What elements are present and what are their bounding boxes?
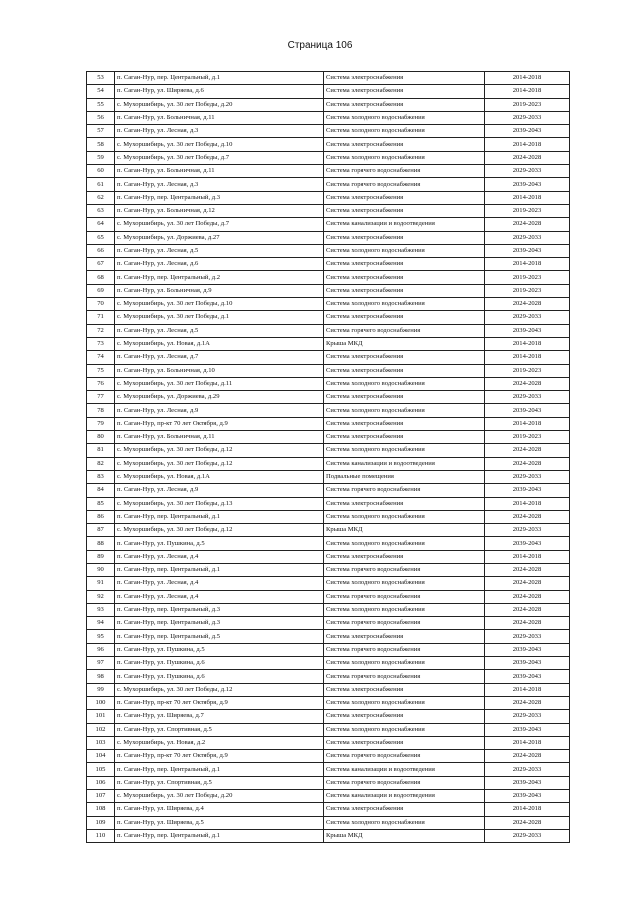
row-number: 70 [87, 298, 115, 311]
row-number: 98 [87, 670, 115, 683]
period-cell: 2024-2028 [485, 444, 570, 457]
row-number: 90 [87, 563, 115, 576]
address-cell: п. Саган-Нур, ул. Лесная, д.5 [115, 324, 324, 337]
address-cell: с. Мухоршибирь, ул. 30 лет Победы, д.7 [115, 151, 324, 164]
row-number: 92 [87, 590, 115, 603]
system-cell: Система холодного водоснабжения [324, 404, 485, 417]
period-cell: 2039-2043 [485, 484, 570, 497]
table-row [87, 563, 570, 576]
period-cell: 2039-2043 [485, 776, 570, 789]
table-row [87, 351, 570, 364]
period-cell: 2039-2043 [485, 643, 570, 656]
table-row [87, 231, 570, 244]
table-row [87, 803, 570, 816]
address-cell: с. Мухоршибирь, ул. Новая, д.2 [115, 736, 324, 749]
address-cell: п. Саган-Нур, ул. Пушкина, д.6 [115, 657, 324, 670]
address-cell: п. Саган-Нур, пер. Центральный, д.1 [115, 563, 324, 576]
address-cell: с. Мухоршибирь, ул. 30 лет Победы, д.12 [115, 444, 324, 457]
table-row [87, 404, 570, 417]
period-cell: 2014-2018 [485, 351, 570, 364]
system-cell: Система горячего водоснабжения [324, 617, 485, 630]
table-row [87, 736, 570, 749]
table-row [87, 577, 570, 590]
row-number: 85 [87, 497, 115, 510]
table-row [87, 298, 570, 311]
row-number: 100 [87, 696, 115, 709]
system-cell: Система холодного водоснабжения [324, 298, 485, 311]
row-number: 101 [87, 710, 115, 723]
table-row [87, 324, 570, 337]
row-number: 69 [87, 284, 115, 297]
table-row [87, 178, 570, 191]
table-row [87, 763, 570, 776]
address-cell: с. Мухоршибирь, ул. 30 лет Победы, д.20 [115, 98, 324, 111]
period-cell: 2024-2028 [485, 457, 570, 470]
address-cell: п. Саган-Нур, ул. Больничная, д.11 [115, 431, 324, 444]
address-cell: п. Саган-Нур, пер. Центральный, д.1 [115, 510, 324, 523]
system-cell: Система электроснабжения [324, 497, 485, 510]
table-row [87, 550, 570, 563]
period-cell: 2024-2028 [485, 750, 570, 763]
row-number: 91 [87, 577, 115, 590]
table-row [87, 510, 570, 523]
system-cell: Система холодного водоснабжения [324, 537, 485, 550]
address-cell: с. Мухоршибирь, ул. Новая, д.1А [115, 470, 324, 483]
period-cell: 2024-2028 [485, 298, 570, 311]
period-cell: 2014-2018 [485, 191, 570, 204]
address-cell: с. Мухоршибирь, ул. Доржиева, д.27 [115, 231, 324, 244]
address-cell: с. Мухоршибирь, ул. 30 лет Победы, д.10 [115, 298, 324, 311]
system-cell: Подвальные помещения [324, 470, 485, 483]
table-row [87, 829, 570, 842]
period-cell: 2039-2043 [485, 537, 570, 550]
period-cell: 2039-2043 [485, 723, 570, 736]
row-number: 66 [87, 244, 115, 257]
table-row [87, 417, 570, 430]
page-title: Страница 106 [287, 40, 353, 51]
table-body [87, 72, 570, 843]
row-number: 59 [87, 151, 115, 164]
row-number: 97 [87, 657, 115, 670]
period-cell: 2014-2018 [485, 85, 570, 98]
row-number: 77 [87, 391, 115, 404]
period-cell: 2029-2033 [485, 231, 570, 244]
table-row [87, 484, 570, 497]
address-cell: п. Саган-Нур, ул. Ширяева, д.4 [115, 803, 324, 816]
table-row [87, 643, 570, 656]
row-number: 89 [87, 550, 115, 563]
period-cell: 2029-2033 [485, 165, 570, 178]
system-cell: Система электроснабжения [324, 231, 485, 244]
period-cell: 2039-2043 [485, 244, 570, 257]
period-cell: 2014-2018 [485, 497, 570, 510]
period-cell: 2029-2033 [485, 829, 570, 842]
table-row [87, 776, 570, 789]
row-number: 102 [87, 723, 115, 736]
address-cell: п. Саган-Нур, пер. Центральный, д.1 [115, 829, 324, 842]
address-cell: п. Саган-Нур, ул. Больничная, д.11 [115, 165, 324, 178]
system-cell: Система холодного водоснабжения [324, 111, 485, 124]
table-row [87, 497, 570, 510]
row-number: 73 [87, 337, 115, 350]
table-row [87, 364, 570, 377]
table-row [87, 244, 570, 257]
period-cell: 2039-2043 [485, 125, 570, 138]
system-cell: Система электроснабжения [324, 710, 485, 723]
table-row [87, 72, 570, 85]
system-cell: Система холодного водоснабжения [324, 125, 485, 138]
system-cell: Система электроснабжения [324, 417, 485, 430]
table-row [87, 630, 570, 643]
row-number: 57 [87, 125, 115, 138]
table-row [87, 337, 570, 350]
address-cell: п. Саган-Нур, ул. Пушкина, д.6 [115, 670, 324, 683]
system-cell: Система холодного водоснабжения [324, 577, 485, 590]
system-cell: Система электроснабжения [324, 258, 485, 271]
table-row [87, 696, 570, 709]
system-cell: Система холодного водоснабжения [324, 151, 485, 164]
row-number: 87 [87, 524, 115, 537]
address-cell: с. Мухоршибирь, ул. 30 лет Победы, д.11 [115, 377, 324, 390]
system-cell: Система электроснабжения [324, 72, 485, 85]
system-cell: Система горячего водоснабжения [324, 178, 485, 191]
repair-schedule-table [86, 71, 570, 843]
period-cell: 2029-2033 [485, 111, 570, 124]
address-cell: п. Саган-Нур, ул. Спортивная, д.5 [115, 776, 324, 789]
system-cell: Система горячего водоснабжения [324, 484, 485, 497]
system-cell: Система холодного водоснабжения [324, 444, 485, 457]
system-cell: Система электроснабжения [324, 550, 485, 563]
period-cell: 2029-2033 [485, 391, 570, 404]
row-number: 88 [87, 537, 115, 550]
system-cell: Система электроснабжения [324, 630, 485, 643]
row-number: 103 [87, 736, 115, 749]
table-row [87, 271, 570, 284]
system-cell: Система электроснабжения [324, 271, 485, 284]
address-cell: с. Мухоршибирь, ул. 30 лет Победы, д.12 [115, 524, 324, 537]
system-cell: Система холодного водоснабжения [324, 723, 485, 736]
system-cell: Система горячего водоснабжения [324, 165, 485, 178]
period-cell: 2029-2033 [485, 524, 570, 537]
address-cell: п. Саган-Нур, пер. Центральный, д.3 [115, 603, 324, 616]
table-row [87, 750, 570, 763]
period-cell: 2014-2018 [485, 337, 570, 350]
system-cell: Система холодного водоснабжения [324, 657, 485, 670]
row-number: 72 [87, 324, 115, 337]
system-cell: Система горячего водоснабжения [324, 324, 485, 337]
address-cell: с. Мухоршибирь, ул. 30 лет Победы, д.12 [115, 457, 324, 470]
period-cell: 2019-2023 [485, 364, 570, 377]
table-row [87, 431, 570, 444]
system-cell: Система холодного водоснабжения [324, 816, 485, 829]
row-number: 62 [87, 191, 115, 204]
period-cell: 2019-2023 [485, 284, 570, 297]
period-cell: 2024-2028 [485, 563, 570, 576]
table-row [87, 603, 570, 616]
system-cell: Система электроснабжения [324, 736, 485, 749]
system-cell: Система холодного водоснабжения [324, 696, 485, 709]
period-cell: 2029-2033 [485, 630, 570, 643]
system-cell: Система горячего водоснабжения [324, 563, 485, 576]
period-cell: 2029-2033 [485, 710, 570, 723]
system-cell: Система электроснабжения [324, 803, 485, 816]
period-cell: 2024-2028 [485, 617, 570, 630]
row-number: 83 [87, 470, 115, 483]
system-cell: Система холодного водоснабжения [324, 377, 485, 390]
period-cell: 2024-2028 [485, 590, 570, 603]
row-number: 81 [87, 444, 115, 457]
address-cell: п. Саган-Нур, ул. Лесная, д.4 [115, 550, 324, 563]
table-row [87, 191, 570, 204]
system-cell: Система электроснабжения [324, 431, 485, 444]
address-cell: с. Мухоршибирь, ул. 30 лет Победы, д.13 [115, 497, 324, 510]
period-cell: 2014-2018 [485, 803, 570, 816]
system-cell: Система горячего водоснабжения [324, 590, 485, 603]
period-cell: 2039-2043 [485, 178, 570, 191]
address-cell: п. Саган-Нур, пер. Центральный, д.1 [115, 763, 324, 776]
row-number: 105 [87, 763, 115, 776]
system-cell: Система электроснабжения [324, 98, 485, 111]
address-cell: п. Саган-Нур, ул. Лесная, д.4 [115, 577, 324, 590]
table-row [87, 111, 570, 124]
table-row [87, 816, 570, 829]
address-cell: п. Саган-Нур, пер. Центральный, д.3 [115, 191, 324, 204]
period-cell: 2019-2023 [485, 431, 570, 444]
address-cell: п. Саган-Нур, ул. Лесная, д.6 [115, 258, 324, 271]
period-cell: 2024-2028 [485, 151, 570, 164]
table-row [87, 657, 570, 670]
system-cell: Система канализации и водоотведения [324, 790, 485, 803]
period-cell: 2024-2028 [485, 218, 570, 231]
system-cell: Система канализации и водоотведения [324, 457, 485, 470]
address-cell: п. Саган-Нур, ул. Больничная, д.10 [115, 364, 324, 377]
system-cell: Система электроснабжения [324, 191, 485, 204]
address-cell: п. Саган-Нур, ул. Лесная, д.4 [115, 590, 324, 603]
system-cell: Система электроснабжения [324, 138, 485, 151]
row-number: 56 [87, 111, 115, 124]
table-row [87, 590, 570, 603]
address-cell: п. Саган-Нур, пер. Центральный, д.1 [115, 72, 324, 85]
address-cell: с. Мухоршибирь, ул. 30 лет Победы, д.1 [115, 311, 324, 324]
table-row [87, 617, 570, 630]
row-number: 60 [87, 165, 115, 178]
address-cell: п. Саган-Нур, ул. Спортивная, д.5 [115, 723, 324, 736]
row-number: 108 [87, 803, 115, 816]
period-cell: 2039-2043 [485, 404, 570, 417]
period-cell: 2014-2018 [485, 683, 570, 696]
row-number: 86 [87, 510, 115, 523]
row-number: 71 [87, 311, 115, 324]
table-row [87, 524, 570, 537]
address-cell: п. Саган-Нур, ул. Лесная, д.7 [115, 351, 324, 364]
system-cell: Система холодного водоснабжения [324, 244, 485, 257]
system-cell: Система электроснабжения [324, 351, 485, 364]
period-cell: 2014-2018 [485, 258, 570, 271]
row-number: 109 [87, 816, 115, 829]
period-cell: 2019-2023 [485, 98, 570, 111]
system-cell: Система электроснабжения [324, 311, 485, 324]
system-cell: Система горячего водоснабжения [324, 670, 485, 683]
period-cell: 2029-2033 [485, 311, 570, 324]
address-cell: п. Саган-Нур, ул. Больничная, д.11 [115, 111, 324, 124]
row-number: 80 [87, 431, 115, 444]
row-number: 79 [87, 417, 115, 430]
address-cell: п. Саган-Нур, ул. Ширяева, д.7 [115, 710, 324, 723]
system-cell: Система горячего водоснабжения [324, 750, 485, 763]
period-cell: 2019-2023 [485, 271, 570, 284]
period-cell: 2029-2033 [485, 763, 570, 776]
row-number: 93 [87, 603, 115, 616]
address-cell: п. Саган-Нур, пер. Центральный, д.5 [115, 630, 324, 643]
address-cell: п. Саган-Нур, пер. Центральный, д.3 [115, 617, 324, 630]
row-number: 110 [87, 829, 115, 842]
period-cell: 2029-2033 [485, 470, 570, 483]
row-number: 63 [87, 204, 115, 217]
period-cell: 2039-2043 [485, 790, 570, 803]
address-cell: с. Мухоршибирь, ул. 30 лет Победы, д.10 [115, 138, 324, 151]
system-cell: Система электроснабжения [324, 683, 485, 696]
address-cell: п. Саган-Нур, пр-кт 70 лет Октября, д.9 [115, 417, 324, 430]
row-number: 64 [87, 218, 115, 231]
period-cell: 2024-2028 [485, 377, 570, 390]
table-row [87, 98, 570, 111]
row-number: 78 [87, 404, 115, 417]
system-cell: Крыша МКД [324, 524, 485, 537]
row-number: 55 [87, 98, 115, 111]
period-cell: 2024-2028 [485, 510, 570, 523]
period-cell: 2014-2018 [485, 736, 570, 749]
address-cell: п. Саган-Нур, ул. Лесная, д.3 [115, 178, 324, 191]
period-cell: 2014-2018 [485, 138, 570, 151]
row-number: 65 [87, 231, 115, 244]
table-row [87, 377, 570, 390]
system-cell: Система горячего водоснабжения [324, 643, 485, 656]
address-cell: п. Саган-Нур, ул. Пушкина, д.5 [115, 643, 324, 656]
address-cell: п. Саган-Нур, пер. Центральный, д.2 [115, 271, 324, 284]
address-cell: п. Саган-Нур, ул. Больничная, д.12 [115, 204, 324, 217]
address-cell: п. Саган-Нур, ул. Ширяева, д.6 [115, 85, 324, 98]
address-cell: п. Саган-Нур, ул. Лесная, д.9 [115, 484, 324, 497]
period-cell: 2024-2028 [485, 577, 570, 590]
table-row [87, 444, 570, 457]
row-number: 104 [87, 750, 115, 763]
period-cell: 2024-2028 [485, 696, 570, 709]
row-number: 54 [87, 85, 115, 98]
period-cell: 2024-2028 [485, 816, 570, 829]
table-row [87, 204, 570, 217]
system-cell: Система холодного водоснабжения [324, 510, 485, 523]
table-row [87, 218, 570, 231]
period-cell: 2039-2043 [485, 670, 570, 683]
system-cell: Система электроснабжения [324, 391, 485, 404]
period-cell: 2024-2028 [485, 603, 570, 616]
system-cell: Система холодного водоснабжения [324, 603, 485, 616]
table-row [87, 710, 570, 723]
table-row [87, 670, 570, 683]
address-cell: п. Саган-Нур, ул. Лесная, д.3 [115, 125, 324, 138]
address-cell: п. Саган-Нур, ул. Больничная, д.9 [115, 284, 324, 297]
table-row [87, 790, 570, 803]
row-number: 94 [87, 617, 115, 630]
address-cell: с. Мухоршибирь, ул. Новая, д.1А [115, 337, 324, 350]
address-cell: с. Мухоршибирь, ул. Доржиева, д.29 [115, 391, 324, 404]
system-cell: Система электроснабжения [324, 85, 485, 98]
period-cell: 2019-2023 [485, 204, 570, 217]
table-row [87, 723, 570, 736]
address-cell: п. Саган-Нур, ул. Ширяева, д.5 [115, 816, 324, 829]
table-row [87, 311, 570, 324]
table-row [87, 138, 570, 151]
period-cell: 2014-2018 [485, 72, 570, 85]
table-row [87, 457, 570, 470]
row-number: 58 [87, 138, 115, 151]
system-cell: Крыша МКД [324, 829, 485, 842]
row-number: 53 [87, 72, 115, 85]
row-number: 76 [87, 377, 115, 390]
address-cell: с. Мухоршибирь, ул. 30 лет Победы, д.12 [115, 683, 324, 696]
address-cell: п. Саган-Нур, пр-кт 70 лет Октября, д.9 [115, 750, 324, 763]
address-cell: п. Саган-Нур, ул. Лесная, д.9 [115, 404, 324, 417]
table-row [87, 165, 570, 178]
system-cell: Система канализации и водоотведения [324, 763, 485, 776]
period-cell: 2014-2018 [485, 417, 570, 430]
row-number: 106 [87, 776, 115, 789]
table-row [87, 470, 570, 483]
address-cell: п. Саган-Нур, ул. Лесная, д.5 [115, 244, 324, 257]
address-cell: с. Мухоршибирь, ул. 30 лет Победы, д.7 [115, 218, 324, 231]
row-number: 75 [87, 364, 115, 377]
system-cell: Система электроснабжения [324, 364, 485, 377]
period-cell: 2014-2018 [485, 550, 570, 563]
table-row [87, 125, 570, 138]
address-cell: п. Саган-Нур, пр-кт 70 лет Октября, д.9 [115, 696, 324, 709]
table-row [87, 391, 570, 404]
system-cell: Система электроснабжения [324, 204, 485, 217]
row-number: 61 [87, 178, 115, 191]
address-cell: п. Саган-Нур, ул. Пушкина, д.5 [115, 537, 324, 550]
row-number: 82 [87, 457, 115, 470]
table-row [87, 151, 570, 164]
row-number: 96 [87, 643, 115, 656]
row-number: 67 [87, 258, 115, 271]
row-number: 84 [87, 484, 115, 497]
system-cell: Система электроснабжения [324, 284, 485, 297]
table-row [87, 85, 570, 98]
row-number: 74 [87, 351, 115, 364]
table-row [87, 537, 570, 550]
system-cell: Система канализации и водоотведения [324, 218, 485, 231]
row-number: 95 [87, 630, 115, 643]
period-cell: 2039-2043 [485, 324, 570, 337]
table-row [87, 683, 570, 696]
system-cell: Система горячего водоснабжения [324, 776, 485, 789]
system-cell: Крыша МКД [324, 337, 485, 350]
table-row [87, 258, 570, 271]
period-cell: 2039-2043 [485, 657, 570, 670]
row-number: 68 [87, 271, 115, 284]
row-number: 99 [87, 683, 115, 696]
address-cell: с. Мухоршибирь, ул. 30 лет Победы, д.20 [115, 790, 324, 803]
row-number: 107 [87, 790, 115, 803]
table-row [87, 284, 570, 297]
